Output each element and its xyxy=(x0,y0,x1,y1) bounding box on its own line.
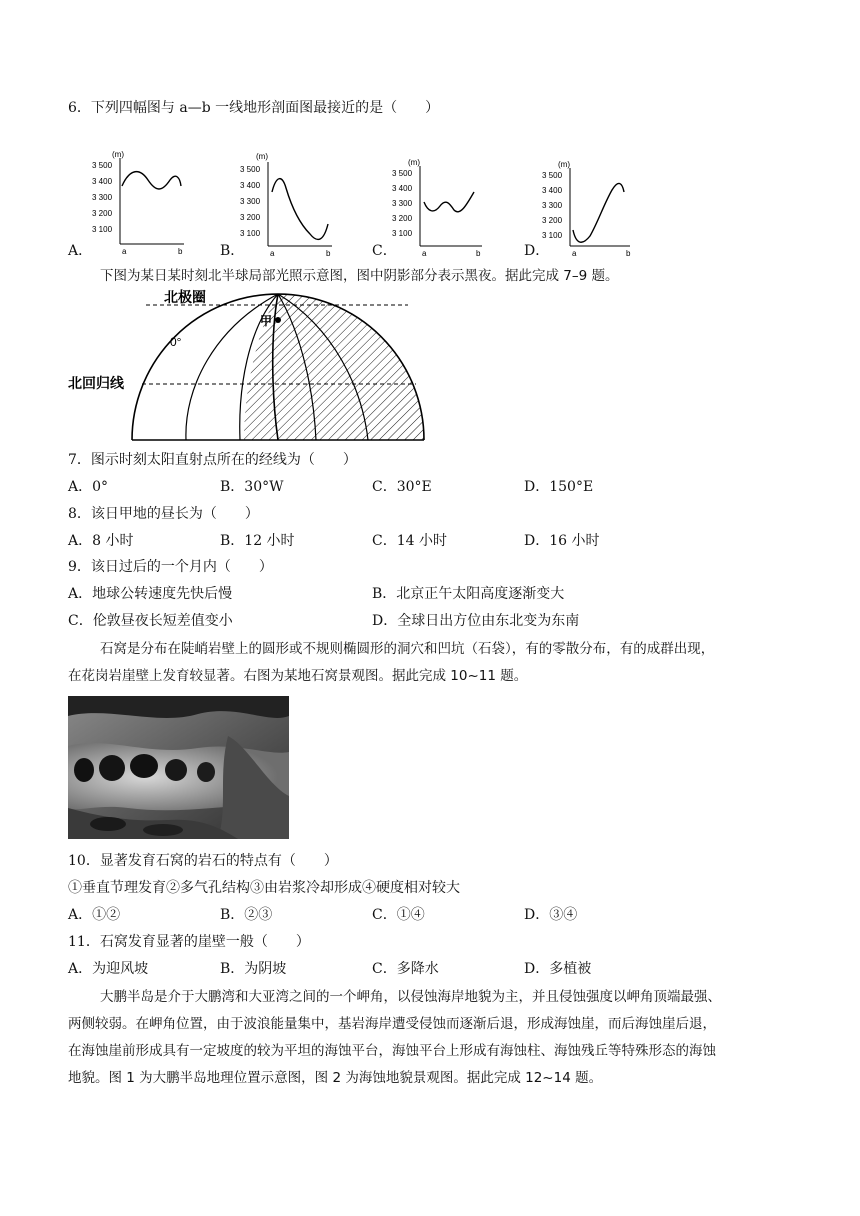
q11-option-b[interactable]: B．为阴坡 xyxy=(220,961,287,977)
svg-text:3 200: 3 200 xyxy=(240,213,261,222)
q9-option-a[interactable]: A．地球公转速度先快后慢 xyxy=(68,586,233,602)
svg-text:3 100: 3 100 xyxy=(392,229,413,238)
point-label: 甲 xyxy=(260,314,273,328)
profile-chart-d xyxy=(540,156,650,258)
svg-text:3 500: 3 500 xyxy=(542,171,563,180)
svg-text:3 200: 3 200 xyxy=(542,216,563,225)
svg-text:3 400: 3 400 xyxy=(392,184,413,193)
svg-text:b: b xyxy=(476,249,481,258)
svg-text:b: b xyxy=(626,249,631,258)
q10-statements: ①垂直节理发育②多气孔结构③由岩浆冷却形成④硬度相对较大 xyxy=(68,880,460,896)
q6-option-d[interactable]: D． xyxy=(524,243,550,259)
q9-option-c[interactable]: C．伦敦昼夜长短差值变小 xyxy=(68,613,233,629)
svg-text:3 100: 3 100 xyxy=(92,225,113,234)
q7-stem: 7．图示时刻太阳直射点所在的经线为（ ） xyxy=(68,452,357,468)
svg-text:3 300: 3 300 xyxy=(542,201,563,210)
svg-text:a: a xyxy=(572,249,577,258)
svg-text:(m): (m) xyxy=(408,158,420,167)
intro-12-14-line4: 地貌。图 1 为大鹏半岛地理位置示意图，图 2 为海蚀地貌景观图。据此完成 12~14 题。 xyxy=(68,1070,603,1086)
illumination-diagram xyxy=(64,288,434,444)
svg-text:3 500: 3 500 xyxy=(240,165,261,174)
q6-stem: 6．下列四幅图与 a—b 一线地形剖面图最接近的是（ ） xyxy=(68,100,440,116)
q7-option-b[interactable]: B．30°W xyxy=(220,479,284,495)
q7-option-d[interactable]: D．150°E xyxy=(524,479,594,495)
svg-text:(m): (m) xyxy=(558,160,570,169)
svg-text:3 200: 3 200 xyxy=(92,209,113,218)
q8-option-b[interactable]: B．12 小时 xyxy=(220,533,295,549)
q7-option-c[interactable]: C．30°E xyxy=(372,479,432,495)
q11-option-c[interactable]: C．多降水 xyxy=(372,961,439,977)
q8-option-c[interactable]: C．14 小时 xyxy=(372,533,447,549)
svg-text:3 300: 3 300 xyxy=(392,199,413,208)
intro-12-14-line2: 两侧较弱。在岬角位置，由于波浪能量集中，基岩海岸遭受侵蚀而逐渐后退，形成海蚀崖，而后海蚀崖后退， xyxy=(68,1016,716,1032)
q8-stem: 8．该日甲地的昼长为（ ） xyxy=(68,506,259,522)
q11-option-d[interactable]: D．多植被 xyxy=(524,961,592,977)
svg-text:3 400: 3 400 xyxy=(92,177,113,186)
intro-10-11-line2: 在花岗岩崖壁上发育较显著。右图为某地石窝景观图。据此完成 10~11 题。 xyxy=(68,668,528,684)
q10-option-a[interactable]: A．①② xyxy=(68,907,121,923)
q9-option-b[interactable]: B．北京正午太阳高度逐渐变大 xyxy=(372,586,565,602)
svg-text:a: a xyxy=(122,247,127,256)
intro-12-14-line3: 在海蚀崖前形成具有一定坡度的较为平坦的海蚀平台，海蚀平台上形成有海蚀柱、海蚀残丘等特殊形态的海蚀 xyxy=(68,1043,716,1059)
q6-option-c[interactable]: C． xyxy=(372,243,397,259)
q11-option-a[interactable]: A．为迎风坡 xyxy=(68,961,149,977)
q9-option-d[interactable]: D．全球日出方位由东北变为东南 xyxy=(372,613,580,629)
q11-stem: 11．石窝发育显著的崖壁一般（ ） xyxy=(68,934,310,950)
q10-option-b[interactable]: B．②③ xyxy=(220,907,273,923)
arctic-circle-label: 北极圈 xyxy=(164,289,206,305)
svg-text:3 100: 3 100 xyxy=(542,231,563,240)
svg-text:b: b xyxy=(178,247,183,256)
svg-text:3 300: 3 300 xyxy=(92,193,113,202)
svg-text:3 400: 3 400 xyxy=(240,181,261,190)
svg-text:3 500: 3 500 xyxy=(392,169,413,178)
profile-chart-a xyxy=(86,146,196,256)
svg-text:(m): (m) xyxy=(256,152,268,161)
rock-cavity-photo xyxy=(68,696,289,839)
profile-chart-b xyxy=(238,148,348,258)
svg-text:3 400: 3 400 xyxy=(542,186,563,195)
q10-option-d[interactable]: D．③④ xyxy=(524,907,578,923)
tropic-label: 北回归线 xyxy=(68,375,124,391)
q8-option-a[interactable]: A．8 小时 xyxy=(68,533,134,549)
q8-option-d[interactable]: D．16 小时 xyxy=(524,533,600,549)
svg-text:b: b xyxy=(326,249,331,258)
svg-text:3 300: 3 300 xyxy=(240,197,261,206)
intro-10-11-line1: 石窝是分布在陡峭岩壁上的圆形或不规则椭圆形的洞穴和凹坑（石袋），有的零散分布，有的成群出现， xyxy=(100,641,715,657)
profile-chart-c xyxy=(390,154,500,258)
svg-text:3 100: 3 100 xyxy=(240,229,261,238)
svg-text:a: a xyxy=(270,249,275,258)
q7-option-a[interactable]: A．0° xyxy=(68,479,109,495)
q9-stem: 9．该日过后的一个月内（ ） xyxy=(68,559,273,575)
intro-12-14-line1: 大鹏半岛是介于大鹏湾和大亚湾之间的一个岬角，以侵蚀海岸地貌为主，并且侵蚀强度以岬角顶端最强、 xyxy=(100,989,721,1005)
q10-option-c[interactable]: C．①④ xyxy=(372,907,425,923)
intro-7-9: 下图为某日某时刻北半球局部光照示意图，图中阴影部分表示黑夜。据此完成 7–9 题。 xyxy=(100,268,619,284)
q6-option-a[interactable]: A． xyxy=(68,243,93,259)
svg-text:a: a xyxy=(422,249,427,258)
q6-option-b[interactable]: B． xyxy=(220,243,245,259)
unit-label: (m) xyxy=(112,150,124,159)
svg-text:3 500: 3 500 xyxy=(92,161,113,170)
q10-stem: 10．显著发育石窝的岩石的特点有（ ） xyxy=(68,853,338,869)
meridian-label: 0° xyxy=(170,335,182,349)
svg-text:3 200: 3 200 xyxy=(392,214,413,223)
